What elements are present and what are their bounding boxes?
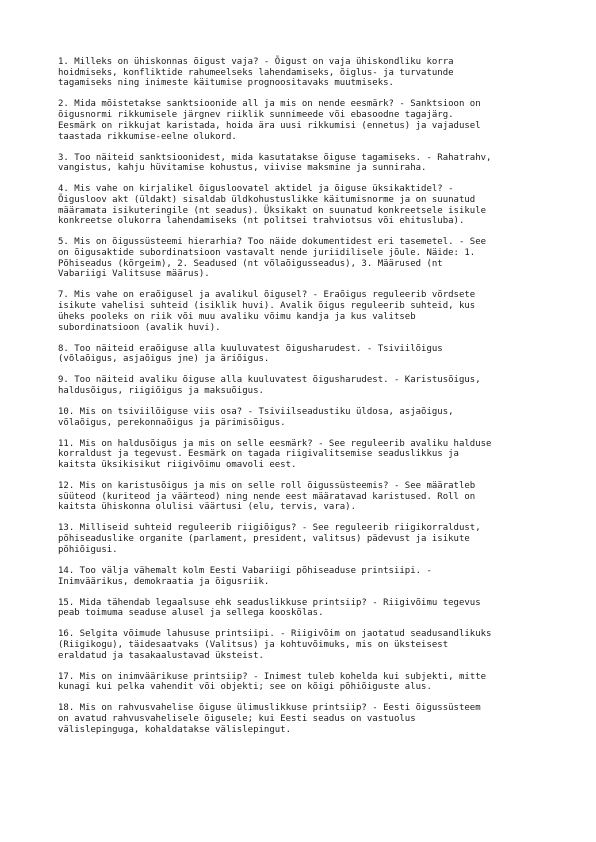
qa-item-12: 12. Mis on karistusõigus ja mis on selle roll õigussüsteemis? - See määratleb süüteod (kuriteod ja väärteod) ning nende eest määratavad karistused. Roll on kaitsta ühiskonna olulisi väärtusi (elu, tervis, vara). <box>58 481 476 513</box>
qa-item-11: 11. Mis on haldusõigus ja mis on selle eesmärk? - See reguleerib avaliku halduse korraldust ja tegevust. Eesmärk on tagada riigivalitsemise seaduslikkus ja kaitsta üksikisikut riigivõimu omavoli eest. <box>58 438 492 471</box>
qa-item-15: 15. Mida tähendab legaalsuse ehk seaduslikkuse printsiip? - Riigivõimu tegevus peab toimuma seaduse alusel ja sellega kooskõlas. <box>58 597 481 619</box>
qa-item-13: 13. Milliseid suhteid reguleerib riigiõigus? - See reguleerib riigikorraldust, põhiseaduslike organite (parlament, president, valitsus) pädevust ja isikute põhiõigusi. <box>58 523 481 555</box>
qa-item-18: 18. Mis on rahvusvahelise õiguse ülimuslikkuse printsiip? - Eesti õigussüsteem on avatud rahvusvahelisele õigusele; kui Eesti seadus on vastuolus välislepinguga, kohaldatakse välislepingut. <box>58 703 481 735</box>
qa-item-10: 10. Mis on tsiviilõiguse viis osa? - Tsiviilseadustiku üldosa, asjaõigus, võlaõigus, perekonnaõigus ja pärimisõigus. <box>58 406 454 428</box>
qa-item-17: 17. Mis on inimväärikuse printsiip? - Inimest tuleb kohelda kui subjekti, mitte kunagi kui pelka vahendit või objekti; see on kõigi põhiõiguste alus. <box>58 671 487 693</box>
qa-item-8: 8. Too näiteid eraõiguse alla kuuluvatest õigusharudest. - Tsiviilõigus (võlaõigus, asjaõigus jne) ja äriõigus. <box>58 343 443 365</box>
qa-item-1: 1. Milleks on ühiskonnas õigust vaja? - Õigust on vaja ühiskondliku korra hoidmiseks, konfliktide rahumeelseks lahendamiseks, õiglus- ja turvatunde tagamiseks ning inimeste käitumise prognoositavaks muutmiseks. <box>58 57 454 89</box>
qa-item-14: 14. Too välja vähemalt kolm Eesti Vabariigi põhiseaduse printsiipi. - Inimväärikus, demokraatia ja õigusriik. <box>58 565 432 587</box>
qa-item-2: 2. Mida mõistetakse sanktsioonide all ja mis on nende eesmärk? - Sanktsioon on õigusnormi rikkumisele järgnev riiklik sunnimeede või ebasoodne tagajärg. Eesmärk on rikkujat karistada, hoida ära uusi rikkumisi (ennetus) ja vajadusel taastada rikkumise-eelne olukord. <box>58 99 481 142</box>
qa-item-16: 16. Selgita võimude lahususe printsiipi. - Riigivõim on jaotatud seadusandlikuks (Riigikogu), täidesaatvaks (Valitsus) ja kohtuvõimuks, mis on üksteisest eraldatud ja tasakaalustavad üksteist. <box>58 629 492 661</box>
qa-item-4: 4. Mis vahe on kirjalikel õigusloovatel aktidel ja õiguse üksikaktidel? - Õigusloov akt (üldakt) sisaldab üldkohustuslikke käitumisnorme ja on suunatud määramata isikuteringile (nt seadus). Üksikakt on suunatud konkreetsele isikule konkreetse olukorra lahendamiseks (nt politsei trahviotsus või ehitusluba). <box>58 184 487 227</box>
qa-item-3: 3. Too näiteid sanktsioonidest, mida kasutatakse õiguse tagamiseks. - Rahatrahv, vangistus, kahju hüvitamise kohustus, viivise maksmine ja sunniraha. <box>58 152 492 174</box>
qa-item-7: 7. Mis vahe on eraõigusel ja avalikul õigusel? - Eraõigus reguleerib võrdsete isikute vahelisi suhteid (isiklik huvi). Avalik õigus reguleerib suhteid, kus üheks pooleks on riik või muu avaliku võimu kandja ja kus valitseb subordinatsioon (avalik huvi). <box>58 290 476 333</box>
document-body <box>58 57 548 746</box>
qa-item-5: 5. Mis on õigussüsteemi hierarhia? Too näide dokumentidest eri tasemetel. - See on õigusaktide subordinatsioon vastavalt nende juriidilisele jõule. Näide: 1. Põhiseadus (kõrgeim), 2. Seadused (nt võlaõigusseadus), 3. Määrused (nt Vabariigi Valitsuse määrus). <box>58 237 487 280</box>
qa-item-9: 9. Too näiteid avaliku õiguse alla kuuluvatest õigusharudest. - Karistusõigus, haldusõigus, riigiõigus ja maksuõigus. <box>58 375 481 396</box>
